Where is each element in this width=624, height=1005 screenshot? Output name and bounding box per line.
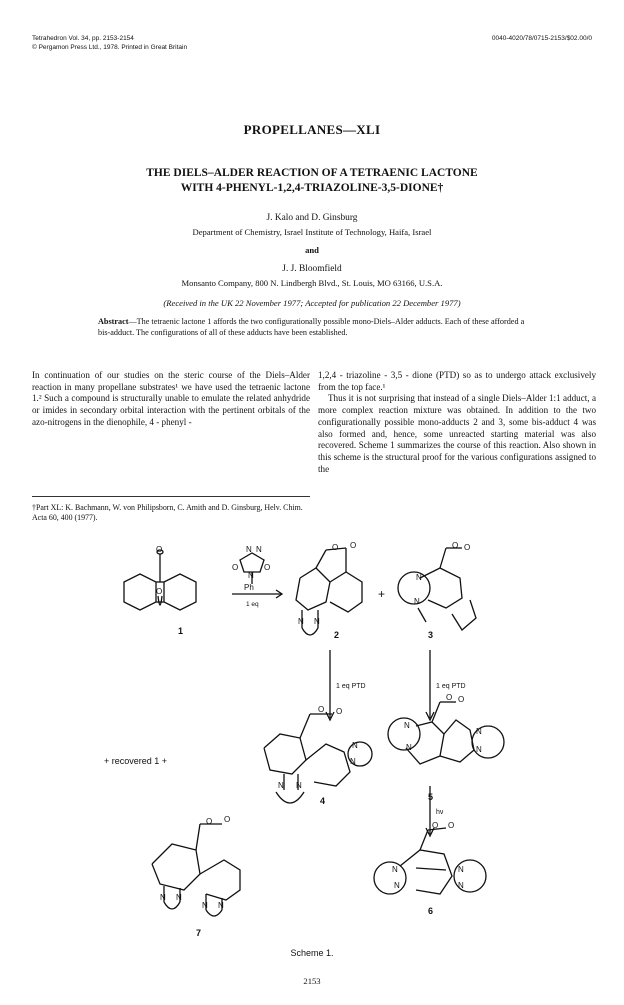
atom-n: N xyxy=(394,881,400,890)
authors-1: J. Kalo and D. Ginsburg xyxy=(266,213,358,223)
page-number: 2153 xyxy=(303,976,321,986)
atom-n: N xyxy=(352,741,358,750)
atom-o: O xyxy=(458,695,465,704)
affiliation-1: Department of Chemistry, Israel Institute of Technology, Haifa, Israel xyxy=(192,227,432,237)
atom-n: N xyxy=(404,721,410,730)
atom-o: O xyxy=(350,541,357,550)
affiliation-2: Monsanto Company, 800 N. Lindbergh Blvd., St. Louis, MO 63166, U.S.A. xyxy=(181,278,443,288)
atom-n: N xyxy=(246,545,252,554)
atom-o: O xyxy=(336,707,343,716)
abstract-text: —The tetraenic lactone 1 affords the two configurationally possible mono-Diels–Alder adducts. Each of these afforded a bis-adduct. The configurations of all of these adducts have been established. xyxy=(98,317,525,337)
plus-sign: + xyxy=(378,587,386,601)
atom-n: N xyxy=(296,781,302,790)
atom-n: N xyxy=(218,901,224,910)
label-compound-1: 1 xyxy=(178,626,184,636)
and-text: and xyxy=(305,245,319,255)
atom-o: O xyxy=(156,587,163,596)
atom-n: N xyxy=(406,743,412,752)
subtitle-line-1: THE DIELS–ALDER REACTION OF A TETRAENIC LACTONE xyxy=(146,167,478,179)
atom-o: O xyxy=(446,693,453,702)
label-compound-3: 3 xyxy=(428,630,434,640)
atom-n: N xyxy=(256,545,262,554)
atom-n: N xyxy=(278,781,284,790)
atom-n: N xyxy=(458,865,464,874)
publisher-line: © Pergamon Press Ltd., 1978. Printed in Great Britain xyxy=(32,44,188,51)
compound-7 xyxy=(152,824,240,916)
atom-n: N xyxy=(414,597,420,606)
atom-o: O xyxy=(448,821,455,830)
atom-o: O xyxy=(464,543,471,552)
received-line: (Received in the UK 22 November 1977; Accepted for publication 22 December 1977) xyxy=(163,298,461,308)
footnote-rule xyxy=(32,496,310,497)
authors-2: J. J. Bloomfield xyxy=(282,264,342,274)
atom-o: O xyxy=(206,817,213,826)
ptd-reagent xyxy=(232,553,282,598)
atom-n: N xyxy=(248,571,254,580)
recovered-text: + recovered 1 + xyxy=(104,756,168,766)
label-compound-4: 4 xyxy=(320,796,326,806)
body-right-para-1: 1,2,4 - triazoline - 3,5 - dione (PTD) so as to undergo attack exclusively from the top face.¹ xyxy=(318,370,596,392)
atom-n: N xyxy=(476,745,482,754)
atom-n: N xyxy=(476,727,482,736)
atom-o: O xyxy=(332,543,339,552)
atom-o: O xyxy=(224,815,231,824)
arrow-label-2: 1 eq PTD xyxy=(336,683,366,690)
atom-o: O xyxy=(264,563,271,572)
compound-2 xyxy=(296,548,362,635)
subtitle-line-2: WITH 4-PHENYL-1,2,4-TRIAZOLINE-3,5-DIONE† xyxy=(180,182,444,194)
label-compound-5: 5 xyxy=(428,792,434,802)
arrow-label-3: 1 eq PTD xyxy=(436,683,466,690)
atom-n: N xyxy=(350,757,356,766)
abstract-label: Abstract xyxy=(98,317,129,326)
atom-n: N xyxy=(176,893,182,902)
atom-o: O xyxy=(452,541,459,550)
atom-o: O xyxy=(156,545,163,554)
atom-n: N xyxy=(202,901,208,910)
body-left-column: In continuation of our studies on the steric course of the Diels–Alder reaction in many propellane substrates¹ we have used the tetraenic lactone 1.² Such a compound is structurally unable to emulate the related anhydride or imides in secondary orbital interaction with the pertinent orbitals of the azo-nitrogens in the dienophile, 4 - phenyl - xyxy=(32,370,310,427)
compound-6 xyxy=(374,828,486,894)
footnote: †Part XL: K. Bachmann, W. von Philipsborn, C. Amith and D. Ginsburg, Helv. Chim. Acta 60, 400 (1977). xyxy=(32,503,303,523)
compound-5 xyxy=(388,702,504,764)
atom-n: N xyxy=(458,881,464,890)
atom-o: O xyxy=(318,705,325,714)
atom-n: N xyxy=(416,573,422,582)
compound-1 xyxy=(124,550,196,610)
hv-label: hν xyxy=(436,809,444,816)
compound-3 xyxy=(398,548,476,630)
scheme-diagram xyxy=(0,538,624,978)
label-compound-2: 2 xyxy=(334,630,340,640)
article-code: 0040-4020/78/0715-2153/$02.00/0 xyxy=(491,35,592,42)
label-compound-7: 7 xyxy=(196,928,202,938)
abstract xyxy=(98,317,538,338)
atom-o: O xyxy=(232,563,239,572)
page-title: PROPELLANES—XLI xyxy=(243,122,381,137)
ptd-ph: Ph xyxy=(244,583,254,592)
atom-n: N xyxy=(298,617,304,626)
atom-n: N xyxy=(392,865,398,874)
journal-line: Tetrahedron Vol. 34, pp. 2153-2154 xyxy=(32,35,134,42)
label-compound-6: 6 xyxy=(428,906,434,916)
reagent-ratio: 1 eq xyxy=(246,601,259,608)
body-right-column xyxy=(318,370,596,475)
atom-n: N xyxy=(160,893,166,902)
atom-o: O xyxy=(432,821,439,830)
atom-n: N xyxy=(314,617,320,626)
scheme-caption: Scheme 1. xyxy=(290,948,334,958)
body-right-para-2: Thus it is not surprising that instead of a single Diels–Alder 1:1 adduct, a more complex reaction mixture was obtained. In addition to the two configurationally possible mono-adducts 2 and 3, some bis-adduct 4 was also formed and, hence, some unreacted starting material was also recovered. Scheme 1 summarizes the course of this reaction. Also shown in this scheme is the structural proof for the various configurations assigned to the xyxy=(318,393,596,474)
